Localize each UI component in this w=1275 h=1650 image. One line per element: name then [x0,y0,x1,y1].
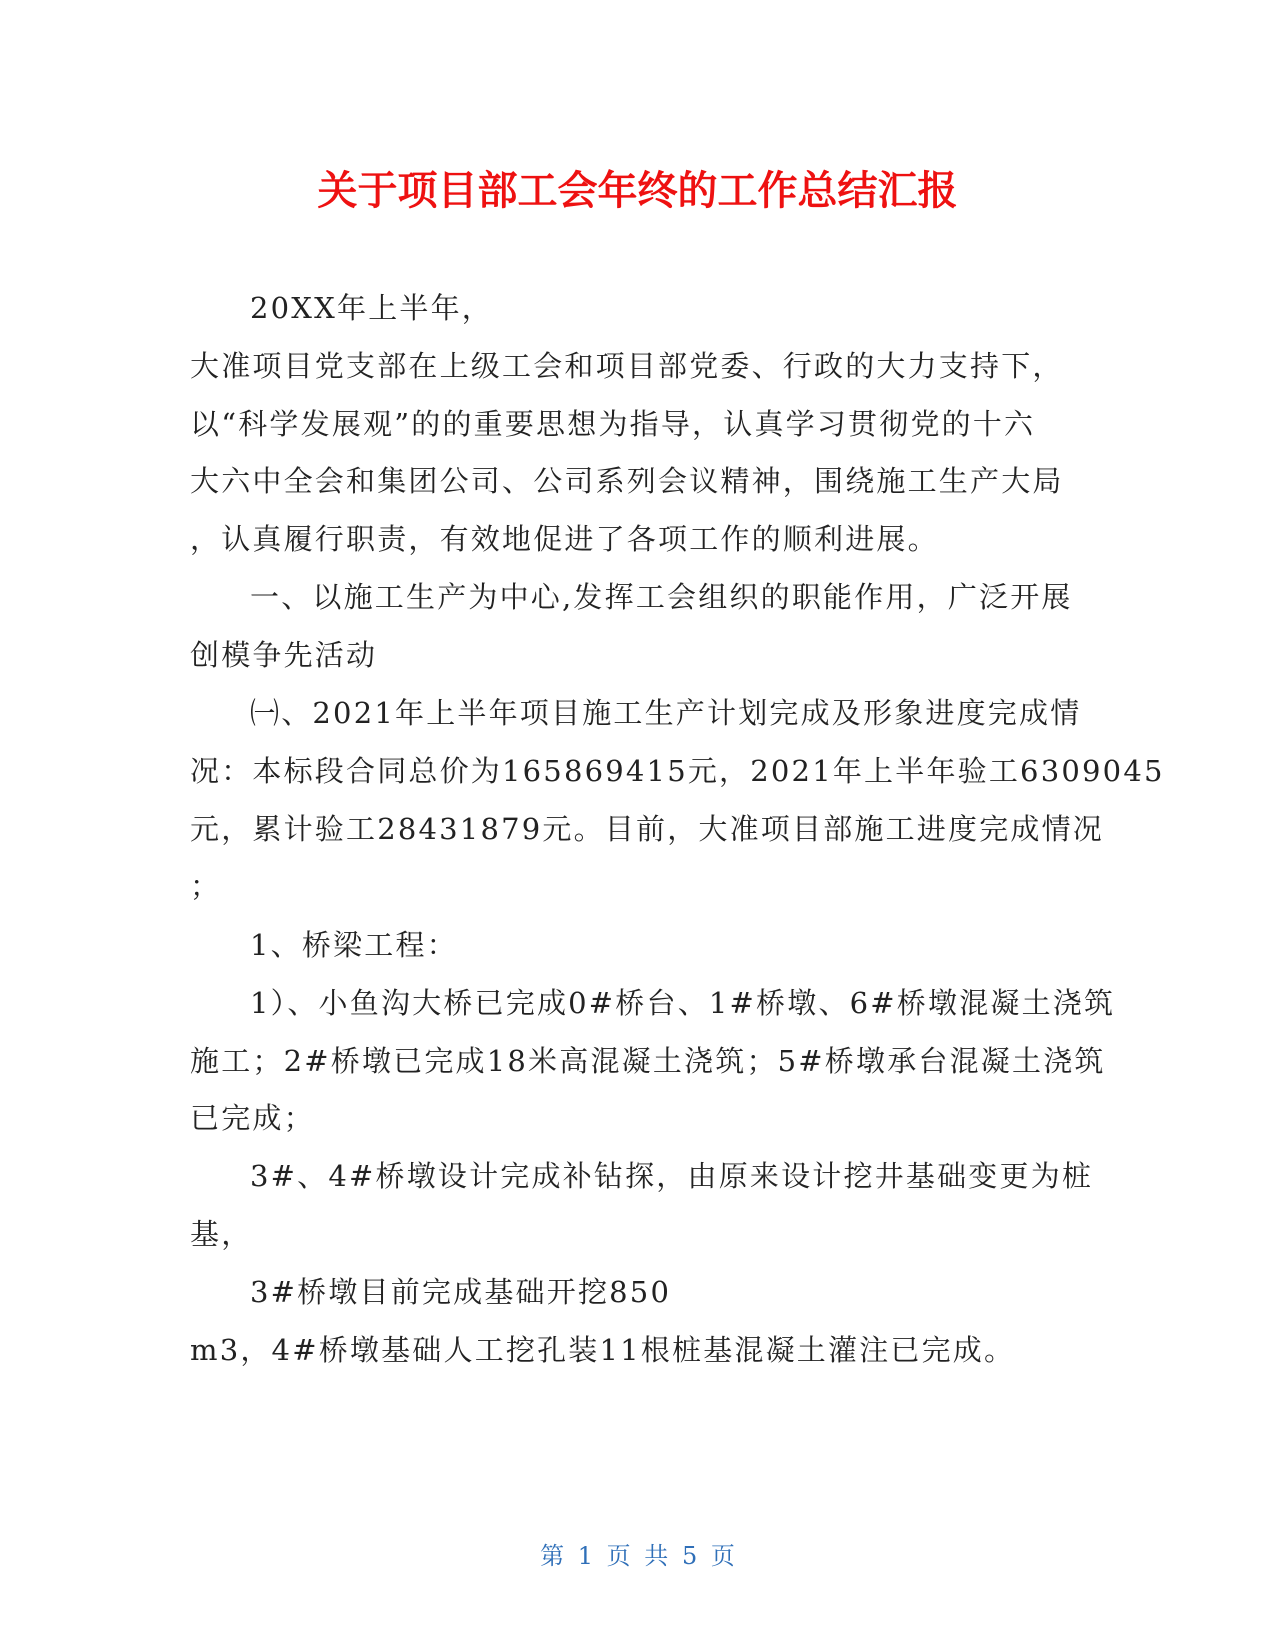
body-line: ，认真履行职责，有效地促进了各项工作的顺利进展。 [190,522,939,556]
body-line: ㈠、2021年上半年项目施工生产计划完成及形象进度完成情 [250,696,1082,730]
body-line: 况：本标段合同总价为165869415元，2021年上半年验工6309045 [190,754,1165,788]
page-number-footer: 第 1 页 共 5 页 [540,1542,735,1570]
body-line: 基， [190,1217,253,1251]
document-title: 关于项目部工会年终的工作总结汇报 [317,168,958,214]
body-line: 3#桥墩目前完成基础开挖850 [250,1275,672,1309]
body-line: 大准项目党支部在上级工会和项目部党委、行政的大力支持下， [190,349,1064,383]
body-line: 20XX年上半年， [250,291,493,325]
section-heading: 一、以施工生产为中心,发挥工会组织的职能作用，广泛开展 [250,580,1073,614]
subsection-heading: 1、桥梁工程： [250,928,458,962]
section-heading-continued: 创模争先活动 [190,638,378,672]
body-line: 大六中全会和集团公司、公司系列会议精神，围绕施工生产大局 [190,464,1064,498]
body-line: 3#、4#桥墩设计完成补钻探，由原来设计挖井基础变更为桩 [250,1159,1094,1193]
body-line: 元，累计验工28431879元。目前，大准项目部施工进度完成情况 [190,812,1105,846]
body-line: m3，4#桥墩基础人工挖孔装11根桩基混凝土灌注已完成。 [190,1333,1016,1367]
body-line: 施工；2#桥墩已完成18米高混凝土浇筑；5#桥墩承台混凝土浇筑 [190,1044,1106,1078]
body-line: 1）、小鱼沟大桥已完成0#桥台、1#桥墩、6#桥墩混凝土浇筑 [250,986,1116,1020]
body-line: 以“科学发展观”的的重要思想为指导，认真学习贯彻党的十六 [190,407,1036,441]
body-line: 已完成； [190,1101,315,1135]
body-line: ； [190,869,222,903]
